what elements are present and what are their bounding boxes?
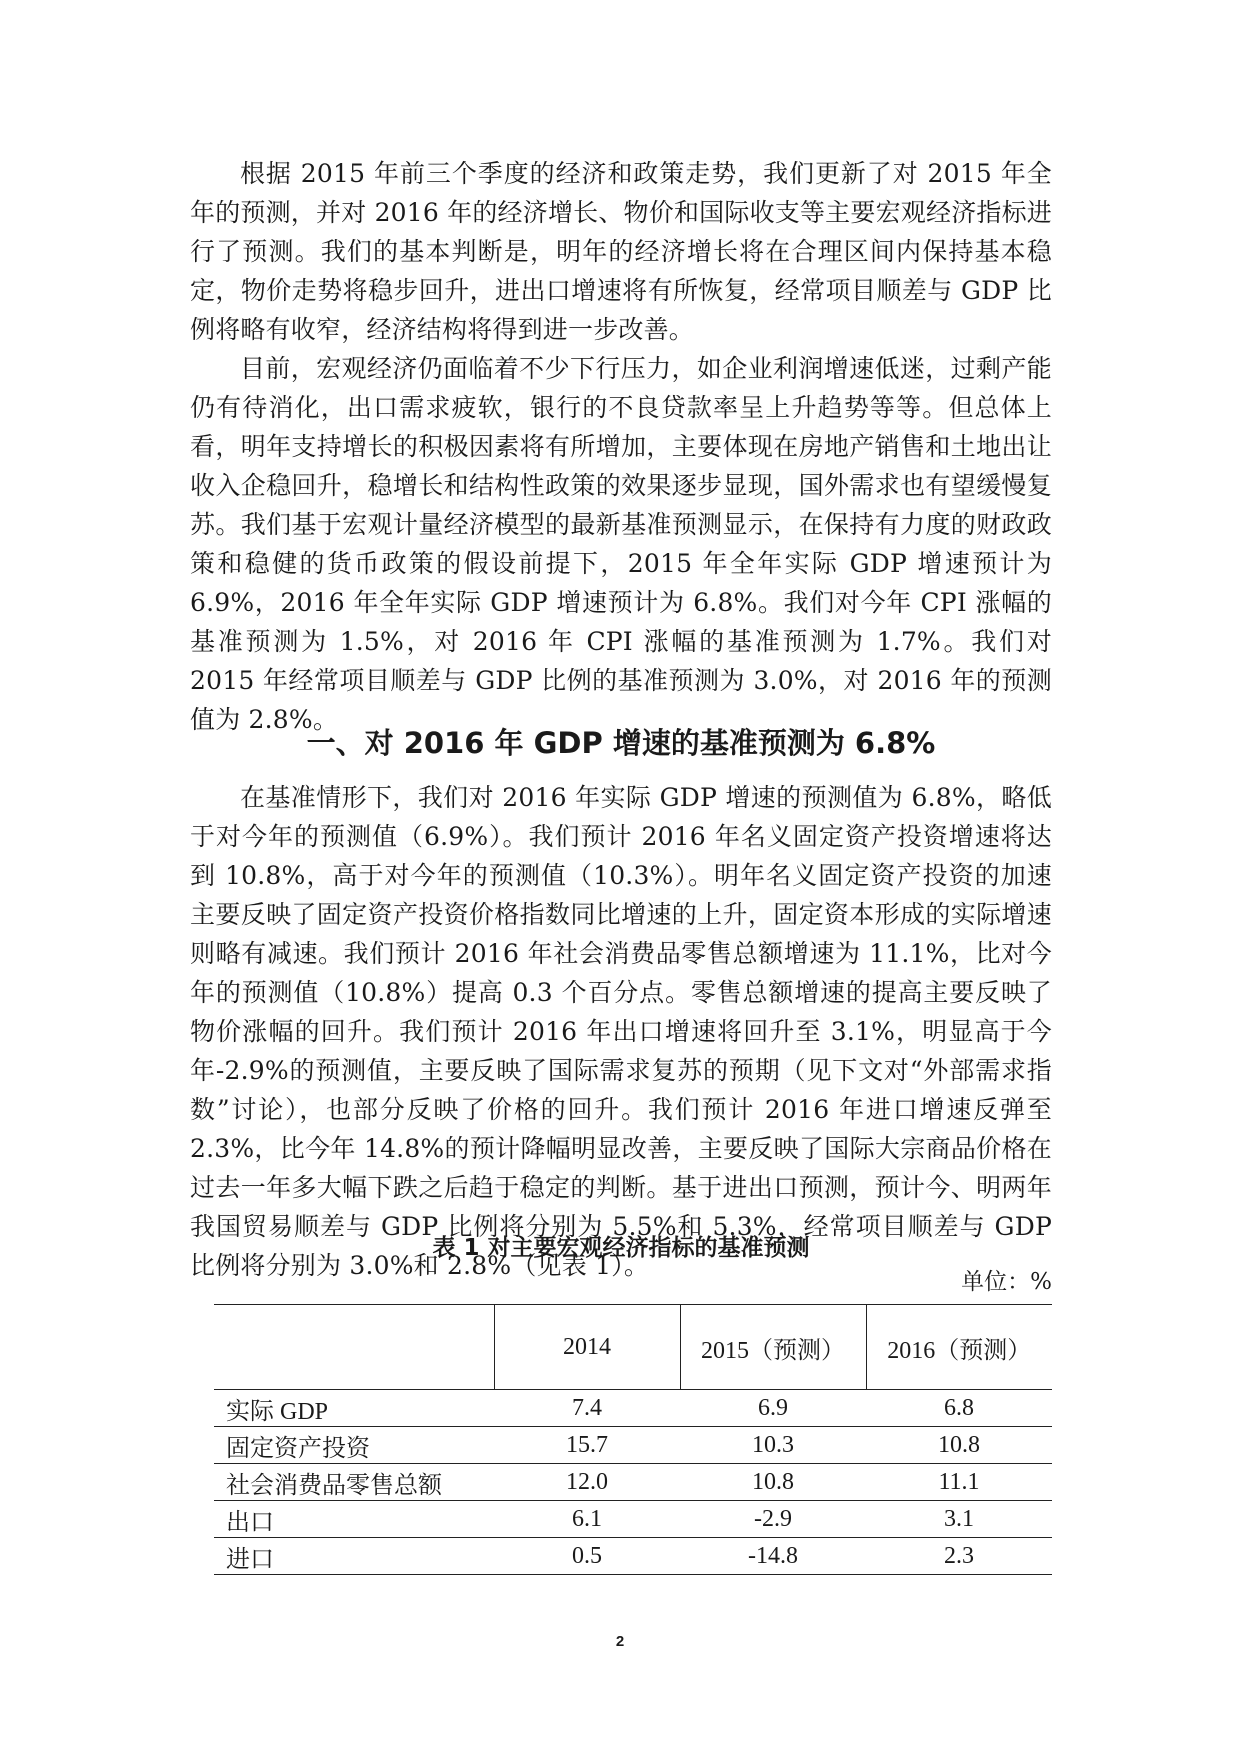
forecast-table [214, 1304, 1052, 1575]
cell-2016: 6.8 [944, 1394, 974, 1421]
header-cell-2016: 2016（预测） [866, 1305, 1052, 1390]
cell-2016: 10.8 [938, 1431, 980, 1458]
paragraph-intro [190, 154, 1052, 349]
row-label: 出口 [226, 1509, 274, 1536]
cell-2015: -14.8 [748, 1542, 798, 1569]
cell-2015: -2.9 [754, 1505, 792, 1532]
cell-2015: 10.3 [752, 1431, 794, 1458]
table-caption: 表 1 对主要宏观经济指标的基准预测 [432, 1235, 810, 1261]
cell-2016: 2.3 [944, 1542, 974, 1569]
cell-2014: 12.0 [566, 1468, 608, 1495]
paragraph-outlook [190, 349, 1052, 739]
table-row [214, 1501, 1052, 1538]
cell-2014: 15.7 [566, 1431, 608, 1458]
cell-2015: 6.9 [758, 1394, 788, 1421]
table-row [214, 1427, 1052, 1464]
row-label: 进口 [226, 1546, 274, 1573]
table-unit: 单位：% [961, 1269, 1052, 1295]
table-header-row [214, 1305, 1052, 1390]
header-cell-2014: 2014 [494, 1305, 680, 1390]
paragraph-baseline [190, 778, 1052, 1285]
table-row [214, 1464, 1052, 1501]
page-number: 2 [615, 1633, 625, 1650]
cell-2015: 10.8 [752, 1468, 794, 1495]
table-row [214, 1390, 1052, 1427]
cell-2016: 3.1 [944, 1505, 974, 1532]
cell-2014: 6.1 [572, 1505, 602, 1532]
paragraph-text: 在基准情形下，我们对 2016 年实际 GDP 增速的预测值为 6.8%，略低于对今年的预测值（6.9%）。我们预计 2016 年名义固定资产投资增速将达到 10.8%，高于对今年的预测值（10.3%）。明年名义固定资产投资的加速主要反映了固定资产投资价格指数同比增速的上升，固定资本形成的实际增速则略有减速。我们预计 2016 年社会消费品零售总额增速为 11.1%，比对今年的预测值（10.8%）提高 0.3 个百分点。零售总额增速的提高主要反映了物价涨幅的回升。我们预计 2016 年出口增速将回升至 3.1%，明显高于今年-2.9%的预测值，主要反映了国际需求复苏的预期（见下文对“外部需求指数”讨论），也部分反映了价格的回升。我们预计 2016 年进口增速反弹至 2.3%，比今年 14.8%的预计降幅明显改善，主要反映了国际大宗商品价格在过去一年多大幅下跌之后趋于稳定的判断。基于进出口预测，预计今、明两年我国贸易顺差与 GDP 比例将分别为 5.5%和 5.3%，经常项目顺差与 GDP 比例将分别为 3.0%和 2.8%（见表 1）。 [190, 783, 1052, 1280]
row-label: 实际 GDP [226, 1398, 329, 1425]
row-label: 社会消费品零售总额 [226, 1472, 442, 1499]
section-heading: 一、对 2016 年 GDP 增速的基准预测为 6.8% [306, 726, 936, 760]
paragraph-text: 目前，宏观经济仍面临着不少下行压力，如企业利润增速低迷，过剩产能仍有待消化，出口需求疲软，银行的不良贷款率呈上升趋势等等。但总体上看，明年支持增长的积极因素将有所增加，主要体现在房地产销售和土地出让收入企稳回升，稳增长和结构性政策的效果逐步显现，国外需求也有望缓慢复苏。我们基于宏观计量经济模型的最新基准预测显示，在保持有力度的财政政策和稳健的货币政策的假设前提下，2015 年全年实际 GDP 增速预计为 6.9%，2016 年全年实际 GDP 增速预计为 6.8%。我们对今年 CPI 涨幅的基准预测为 1.5%，对 2016 年 CPI 涨幅的基准预测为 1.7%。我们对 2015 年经常项目顺差与 GDP 比例的基准预测为 3.0%，对 2016 年的预测值为 2.8%。 [190, 354, 1052, 734]
cell-2014: 7.4 [572, 1394, 602, 1421]
cell-2014: 0.5 [572, 1542, 602, 1569]
paragraph-text: 根据 2015 年前三个季度的经济和政策走势，我们更新了对 2015 年全年的预测，并对 2016 年的经济增长、物价和国际收支等主要宏观经济指标进行了预测。我们的基本判断是，明年的经济增长将在合理区间内保持基本稳定，物价走势将稳步回升，进出口增速将有所恢复，经常项目顺差与 GDP 比例将略有收窄，经济结构将得到进一步改善。 [190, 159, 1052, 344]
row-label: 固定资产投资 [226, 1435, 370, 1462]
header-cell-empty [214, 1305, 494, 1390]
cell-2016: 11.1 [938, 1468, 980, 1495]
table-row [214, 1538, 1052, 1575]
header-cell-2015: 2015（预测） [680, 1305, 866, 1390]
